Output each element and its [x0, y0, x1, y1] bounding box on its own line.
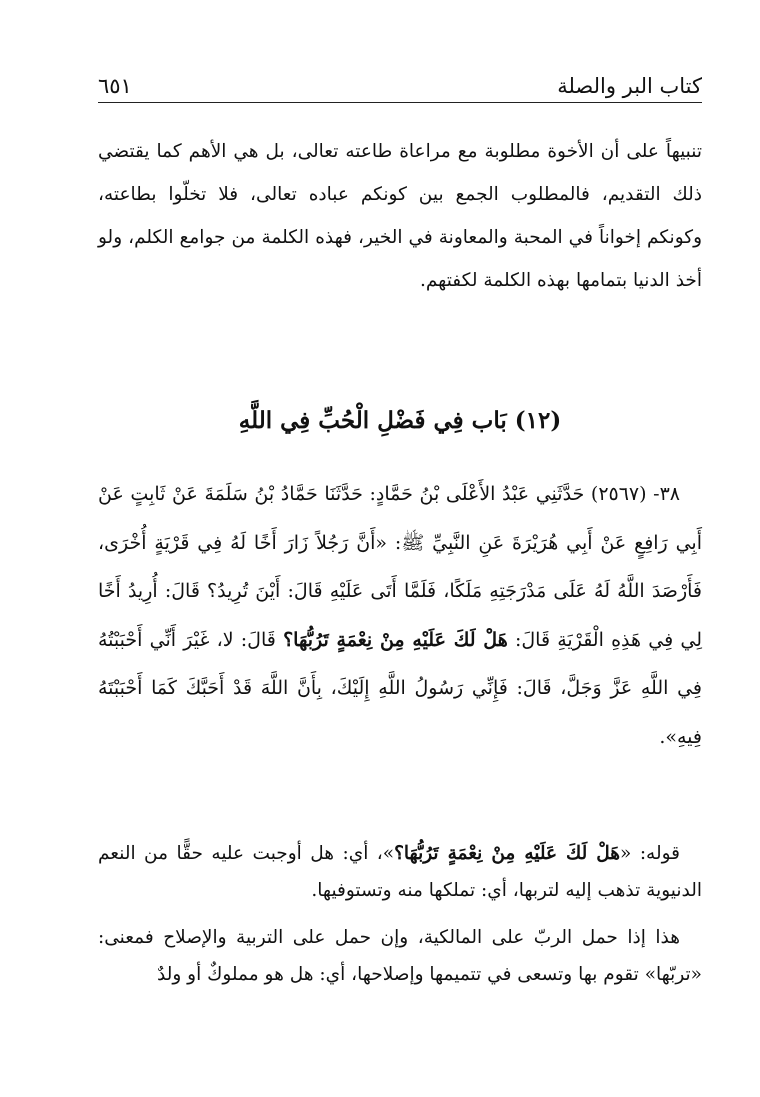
- hadith-paragraph: [98, 470, 702, 761]
- page-header: [98, 62, 702, 103]
- hadith-part-1: ٣٨- (٢٥٦٧) حَدَّثَنِي عَبْدُ الأَعْلَى بْنُ حَمَّادٍ: حَدَّثَنَا حَمَّادُ بْنُ سَلَمَةَ عَنْ ثَابِتٍ عَنْ أَبِي رَافِعٍ عَنْ أَبِي هُرَيْرَةَ عَنِ النَّبِيِّ ﷺ: «أَنَّ رَجُلاً زَارَ أَخًا لَهُ فِي قَرْيَةٍ أُخْرَى، فَأَرْصَدَ اللَّهُ لَهُ عَلَى مَدْرَجَتِهِ مَلَكًا، فَلَمَّا أَتَى عَلَيْهِ قَالَ: أَيْنَ تُرِيدُ؟ قَالَ: أُرِيدُ أَخًا لِي فِي هَذِهِ الْقَرْيَةِ قَالَ:: [98, 483, 703, 651]
- chapter-heading: (١٢) بَاب فِي فَضْلِ الْحُبِّ فِي اللَّهِ: [238, 407, 562, 434]
- hadith-part-2: قَالَ: لا، غَيْرَ أَنِّي أَحْبَبْتُهُ فِي اللَّهِ عَزَّ وَجَلَّ، قَالَ: فَإِنِّي رَسُولُ اللَّهِ إِلَيْكَ، بِأَنَّ اللَّهَ قَدْ أَحَبَّكَ كَمَا أَحْبَبْتَهُ فِيهِ».: [98, 628, 702, 748]
- intro-paragraph: [98, 130, 702, 302]
- page-number: ٦٥١: [98, 74, 132, 98]
- hadith-question: هَلْ لَكَ عَلَيْهِ مِنْ نِعْمَةٍ تَرُبُّهَا؟: [283, 628, 508, 651]
- hadith-text: [98, 470, 702, 761]
- book-title: كتاب البر والصلة: [557, 74, 702, 98]
- commentary-explanation: »، أي: هل أوجبت عليه حقًّا من النعم الدنيوية تذهب إليه لتربها، أي: تملكها منه وتستوفيها.: [98, 843, 702, 901]
- commentary-paragraph-1: [98, 835, 702, 909]
- commentary-section: [98, 835, 702, 993]
- intro-text: تنبيهاً على أن الأخوة مطلوبة مع مراعاة طاعته تعالى، بل هي الأهم كما يقتضي ذلك التقديم، فالمطلوب الجمع بين كونكم عباده تعالى، فلا تخلّوا بطاعته، وكونكم إخواناً في المحبة والمعاونة في الخير، فهذه الكلمة من جوامع الكلم، ولو أخذ الدنيا بتمامها بهذه الكلمة لكفتهم.: [98, 141, 702, 291]
- commentary-lead: قوله: «: [620, 843, 681, 864]
- commentary-quote: هَلْ لَكَ عَلَيْهِ مِنْ نِعْمَةٍ تَرُبُّهَا؟: [394, 843, 621, 864]
- commentary-paragraph-2: هذا إذا حمل الربّ على المالكية، وإن حمل على التربية والإصلاح فمعنى: «تربّها» تقوم بها وتسعى في تتميمها وإصلاحها، أي: هل هو مملوكٌ أو ولدٌ: [98, 927, 702, 985]
